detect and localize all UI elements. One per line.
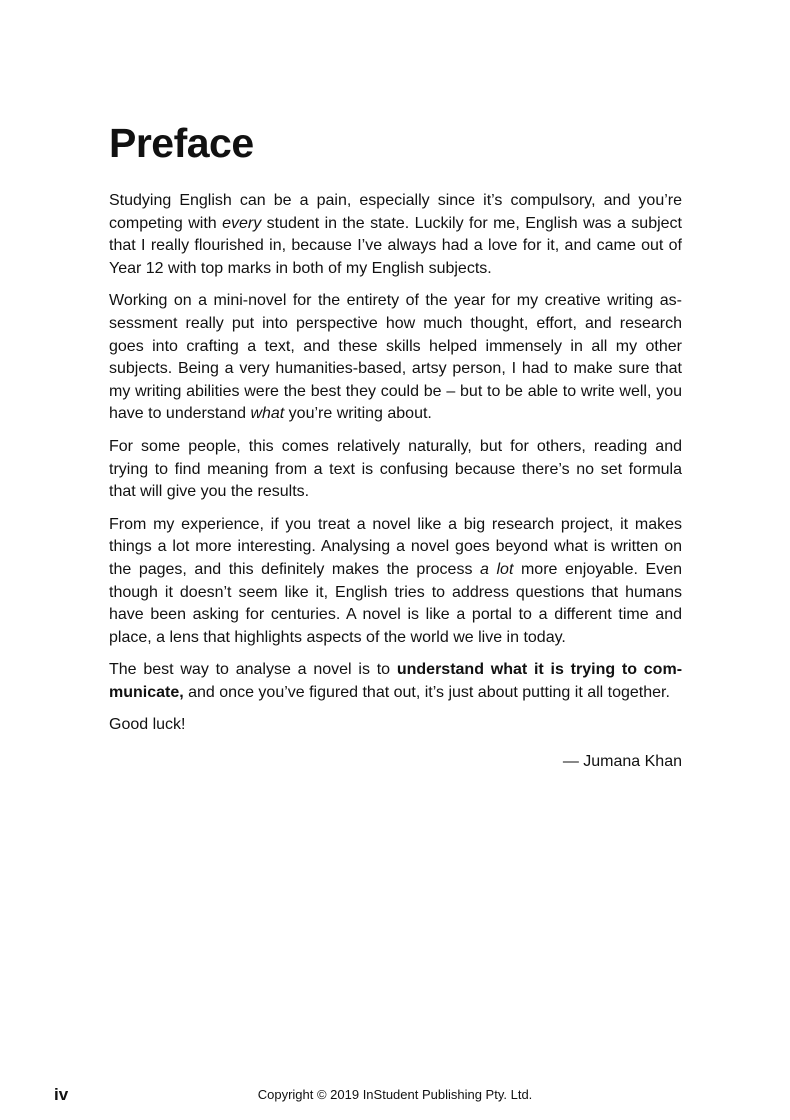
page-title: Preface (109, 120, 254, 166)
paragraph-1-text-a: Studying English can be a pain, especially since it’s compulsory, and you’re competing with (109, 192, 682, 232)
paragraph-2-emphasis: what (250, 405, 285, 423)
paragraph-4-emphasis: a lot (480, 560, 514, 578)
paragraph-4-text-b: more enjoyable. Even though it doesn’t seem like it, English tries to address questions that humans have been asking for centuries. A novel is like a portal to a different time and place, a lens that highlights aspects of the world we live in today. (109, 560, 683, 646)
paragraph-5-text-a: The best way to analyse a novel is to (109, 661, 397, 679)
paragraph-2-text-b: you’re writing about. (284, 405, 432, 423)
paragraph-5-text-b: and once you’ve figured that out, it’s just about putting it all together. (183, 683, 670, 701)
closing-line: Good luck! (109, 716, 186, 734)
paragraph-2 (109, 290, 682, 426)
paragraph-1 (109, 190, 682, 280)
paragraph-5 (109, 659, 682, 704)
paragraph-2-text-a: Working on a mini-novel for the entirety of the year for my creative writing assessment really put into perspective how much thought, effort, and research goes into crafting a text, and these skills helped immensely in all my other subjects. Being a very humanities-based, artsy person, I had to make sure that my writing abilities were the best they could be – but to be able to write well, you have to understand (109, 292, 682, 423)
paragraph-1-text-b: student in the state. Luckily for me, English was a subject that I really flourished in, because I’ve always had a love for it, and came out of Year 12 with top marks in both of my English subjects. (109, 214, 682, 277)
author-signature: — Jumana Khan (562, 753, 682, 771)
paragraph-5-bold: understand what it is trying to communicate, (109, 661, 683, 701)
paragraph-4 (109, 514, 682, 650)
paragraph-4-text-a: From my experience, if you treat a novel like a big research project, it makes things a lot more interesting. Analysing a novel goes beyond what is written on the pages, and this definitely makes the process (109, 515, 682, 578)
page-number: iv (54, 1085, 69, 1104)
paragraph-1-emphasis: every (222, 214, 262, 232)
copyright-notice: Copyright © 2019 InStudent Publishing Pty. Ltd. (257, 1087, 533, 1102)
preface-body (109, 190, 682, 784)
paragraph-3: For some people, this comes relatively naturally, but for others, reading and trying to find meaning from a text is confusing because there’s no set formula that will give you the results. (109, 437, 682, 501)
